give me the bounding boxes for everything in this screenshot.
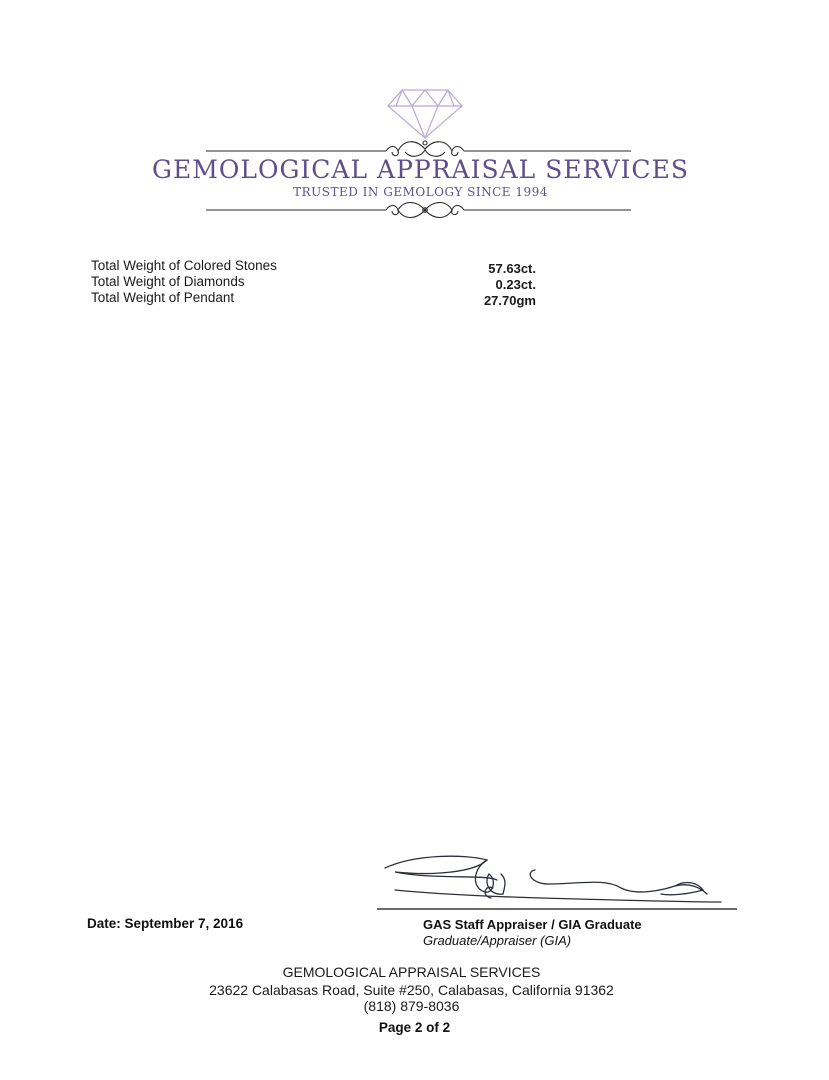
footer-address: 23622 Calabasas Road, Suite #250, Calabasas, California 91362 <box>209 982 614 998</box>
weight-label-diamonds: Total Weight of Diamonds <box>91 274 245 289</box>
appraiser-subtitle: Graduate/Appraiser (GIA) <box>423 933 572 948</box>
bottom-ornament-rule <box>206 203 631 218</box>
handwritten-signature <box>375 850 745 915</box>
weight-label-pendant: Total Weight of Pendant <box>91 290 235 305</box>
weight-label-colored-stones: Total Weight of Colored Stones <box>91 258 277 273</box>
appraiser-title: GAS Staff Appraiser / GIA Graduate <box>423 917 642 932</box>
logo-title: GEMOLOGICAL APPRAISAL SERVICES <box>152 155 689 184</box>
diamond-icon <box>388 90 462 138</box>
weight-value-pendant: 27.70gm <box>483 293 536 308</box>
footer-company: GEMOLOGICAL APPRAISAL SERVICES <box>282 964 541 980</box>
company-logo <box>0 0 829 230</box>
page-number: Page 2 of 2 <box>378 1020 451 1035</box>
weight-value-colored-stones: 57.63ct. <box>488 261 536 276</box>
appraisal-date: Date: September 7, 2016 <box>87 916 244 931</box>
weight-value-diamonds: 0.23ct. <box>495 277 536 292</box>
top-ornament-rule <box>206 141 631 156</box>
logo-tagline: TRUSTED IN GEMOLOGY SINCE 1994 <box>293 185 548 199</box>
footer-phone: (818) 879-8036 <box>363 998 460 1014</box>
